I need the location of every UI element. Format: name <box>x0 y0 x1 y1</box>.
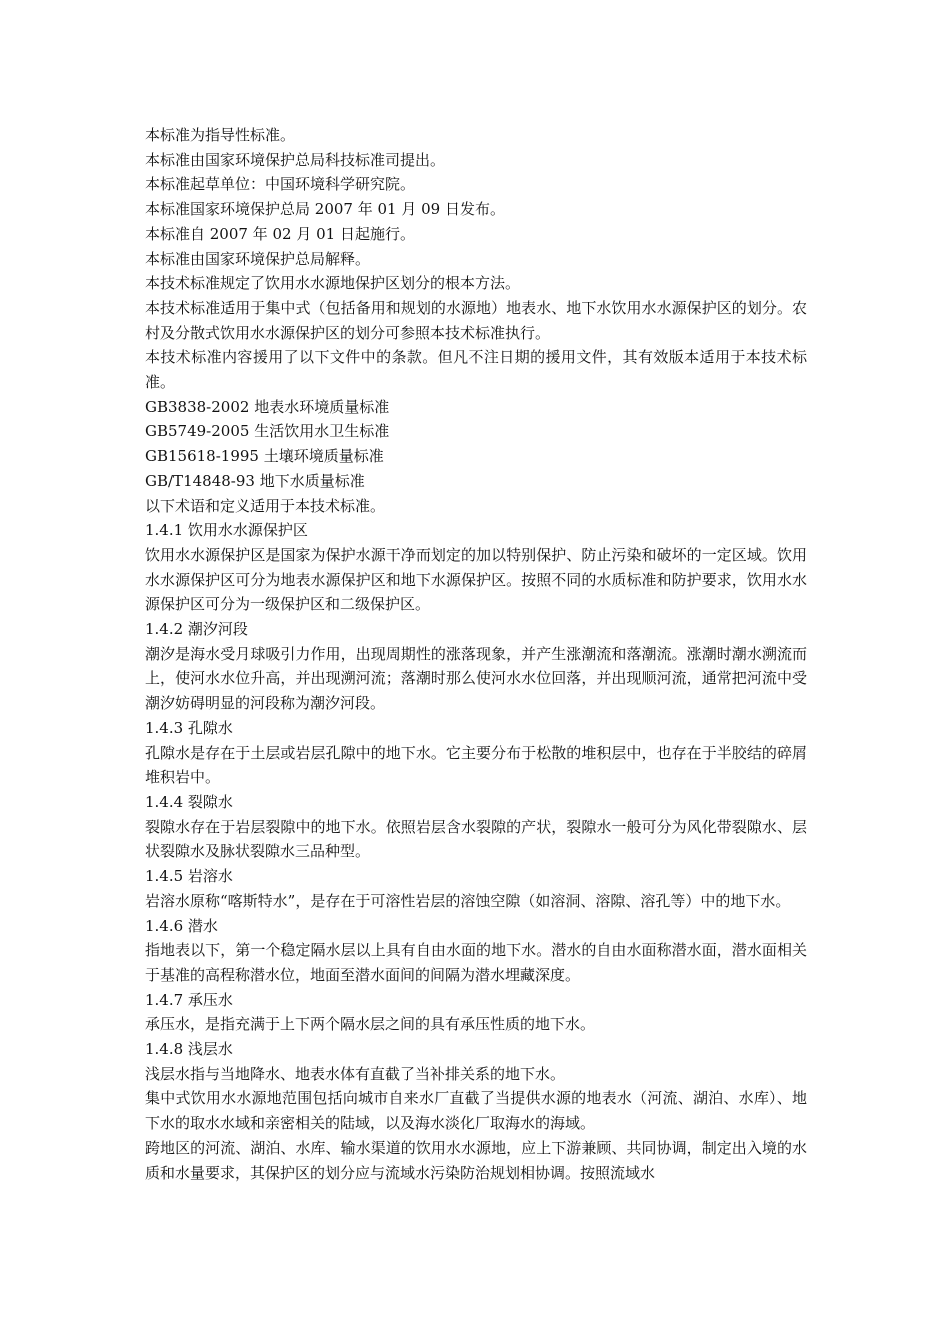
paragraph: 本标准由国家环境保护总局科技标准司提出。 <box>145 150 446 169</box>
paragraph: 本技术标准内容援用了以下文件中的条款。但凡不注日期的援用文件，其有效版本适用于本技术标准。 <box>145 348 807 392</box>
section-heading: 1.4.7 承压水 <box>145 990 233 1009</box>
paragraph: 本标准由国家环境保护总局解释。 <box>145 249 371 268</box>
paragraph: 饮用水水源保护区是国家为保护水源干净而划定的加以特别保护、防止污染和破坏的一定区域。饮用水水源保护区可分为地表水源保护区和地下水源保护区。按照不同的水质标准和防护要求，饮用水水源保护区可分为一级保护区和二级保护区。 <box>145 545 807 614</box>
paragraph: 浅层水指与当地降水、地表水体有直截了当补排关系的地下水。 <box>145 1064 566 1083</box>
section-heading: 1.4.2 潮汐河段 <box>145 620 248 639</box>
paragraph: 跨地区的河流、湖泊、水库、输水渠道的饮用水水源地，应上下游兼顾、共同协调，制定出入境的水质和水量要求，其保护区的划分应与流域水污染防治规划相协调。按照流域水 <box>145 1138 807 1182</box>
paragraph: 孔隙水是存在于土层或岩层孔隙中的地下水。它主要分布于松散的堆积层中，也存在于半胶结的碎屑堆积岩中。 <box>145 743 807 787</box>
paragraph: 本技术标准规定了饮用水水源地保护区划分的根本方法。 <box>145 274 521 293</box>
paragraph: 潮汐是海水受月球吸引力作用，出现周期性的涨落现象，并产生涨潮流和落潮流。涨潮时潮水溯流而上，使河水水位升高，并出现溯河流；落潮时那么使河水水位回落，并出现顺河流，通常把河流中受潮汐妨碍明显的河段称为潮汐河段。 <box>145 644 807 713</box>
reference-item: GB/T14848-93 地下水质量标准 <box>145 471 365 490</box>
paragraph: 本标准为指导性标准。 <box>145 126 296 144</box>
document-body <box>145 123 807 1185</box>
section-heading: 1.4.3 孔隙水 <box>145 718 233 737</box>
paragraph: 岩溶水原称“喀斯特水”，是存在于可溶性岩层的溶蚀空隙（如溶洞、溶隙、溶孔等）中的地下水。 <box>145 891 791 910</box>
paragraph: 指地表以下，第一个稳定隔水层以上具有自由水面的地下水。潜水的自由水面称潜水面，潜水面相关于基准的高程称潜水位，地面至潜水面间的间隔为潜水埋藏深度。 <box>145 941 807 984</box>
paragraph: 本标准起草单位：中国环境科学研究院。 <box>145 175 416 194</box>
reference-item: GB3838-2002 地表水环境质量标准 <box>145 397 390 416</box>
paragraph: 承压水，是指充满于上下两个隔水层之间的具有承压性质的地下水。 <box>145 1015 596 1034</box>
reference-item: GB5749-2005 生活饮用水卫生标准 <box>145 422 390 441</box>
section-heading: 1.4.6 潜水 <box>145 916 218 935</box>
section-heading: 1.4.8 浅层水 <box>145 1040 233 1059</box>
reference-item: GB15618-1995 土壤环境质量标准 <box>145 447 384 466</box>
paragraph: 本标准自 2007 年 02 月 01 日起施行。 <box>145 224 415 243</box>
paragraph: 本技术标准适用于集中式（包括备用和规划的水源地）地表水、地下水饮用水水源保护区的划分。农村及分散式饮用水水源保护区的划分可参照本技术标准执行。 <box>145 298 807 342</box>
paragraph: 本标准国家环境保护总局 2007 年 01 月 09 日发布。 <box>145 200 505 219</box>
section-heading: 1.4.1 饮用水水源保护区 <box>145 521 308 540</box>
paragraph: 集中式饮用水水源地范围包括向城市自来水厂直截了当提供水源的地表水（河流、湖泊、水库）、地下水的取水水域和亲密相关的陆域，以及海水淡化厂取海水的海域。 <box>145 1089 807 1133</box>
section-heading: 1.4.5 岩溶水 <box>145 867 233 886</box>
paragraph: 以下术语和定义适用于本技术标准。 <box>145 496 386 515</box>
section-heading: 1.4.4 裂隙水 <box>145 792 233 811</box>
paragraph: 裂隙水存在于岩层裂隙中的地下水。依照岩层含水裂隙的产状，裂隙水一般可分为风化带裂隙水、层状裂隙水及脉状裂隙水三品种型。 <box>145 817 807 861</box>
